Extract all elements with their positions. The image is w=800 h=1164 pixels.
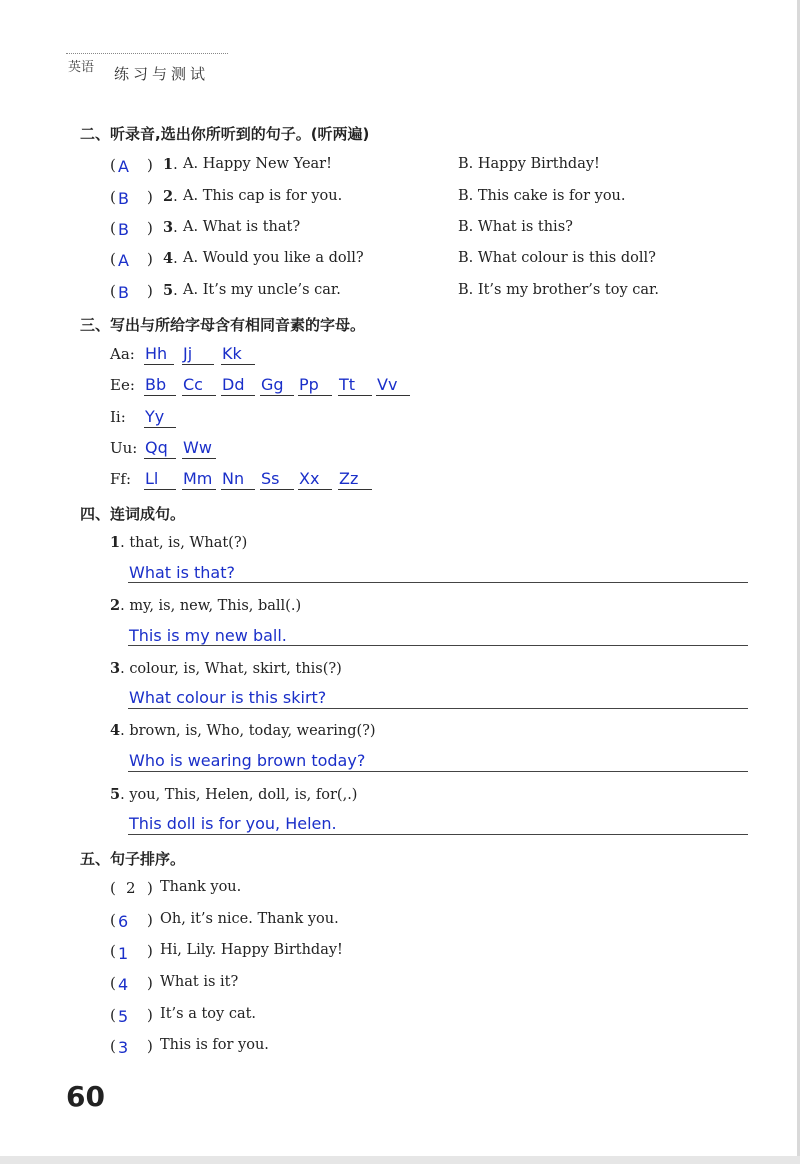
option-b: B. What is this? xyxy=(458,219,573,235)
order-paren-open: ( xyxy=(110,974,116,992)
section-5-title: 五、句子排序。 xyxy=(80,850,186,868)
option-b: B. Happy Birthday! xyxy=(458,156,600,172)
word-prompt: 1. that, is, What(?) xyxy=(110,534,248,551)
word-prompt: 3. colour, is, What, skirt, this(?) xyxy=(110,660,342,677)
letter-label-ee: Ee: xyxy=(110,376,135,394)
order-paren-close: ) xyxy=(147,879,153,897)
sentence-answer: This is my new ball. xyxy=(129,626,287,645)
letter-blank: Jj xyxy=(182,345,214,365)
option-a: A. What is that? xyxy=(183,219,301,235)
question-number: 2. xyxy=(163,188,178,205)
letter-blank: Vv xyxy=(376,376,410,396)
letter-blank: Zz xyxy=(338,470,372,490)
answer-paren-close: ) xyxy=(147,250,153,268)
question-number: 4. xyxy=(163,250,178,267)
answer-line xyxy=(128,771,748,772)
order-sentence: It’s a toy cat. xyxy=(160,1006,257,1022)
order-paren-open: ( xyxy=(110,942,116,960)
letter-blank: Dd xyxy=(221,376,255,396)
order-paren-close: ) xyxy=(147,942,153,960)
letter-blank: Yy xyxy=(144,408,176,428)
answer-paren-open: ( xyxy=(110,188,116,206)
letter-blank: Tt xyxy=(338,376,372,396)
order-paren-close: ) xyxy=(147,1006,153,1024)
word-prompt: 2. my, is, new, This, ball(.) xyxy=(110,597,302,614)
question-number: 1. xyxy=(163,156,178,173)
header-rule xyxy=(66,53,228,54)
order-number: 3 xyxy=(118,1038,129,1057)
option-a: A. It’s my uncle’s car. xyxy=(183,282,341,298)
answer-paren-close: ) xyxy=(147,219,153,237)
answer-paren-open: ( xyxy=(110,282,116,300)
page-number: 60 xyxy=(66,1080,105,1113)
letter-blank: Ss xyxy=(260,470,294,490)
letter-blank: Xx xyxy=(298,470,332,490)
answer-line xyxy=(128,708,748,709)
answer-line xyxy=(128,645,748,646)
answer-paren-close: ) xyxy=(147,156,153,174)
sentence-answer: Who is wearing brown today? xyxy=(129,751,366,770)
order-sentence: Hi, Lily. Happy Birthday! xyxy=(160,942,343,958)
order-paren-open: ( xyxy=(110,1006,116,1024)
order-sentence: Thank you. xyxy=(160,879,242,895)
answer-paren-close: ) xyxy=(147,188,153,206)
order-paren-close: ) xyxy=(147,911,153,929)
answer-paren-open: ( xyxy=(110,250,116,268)
letter-blank: Pp xyxy=(298,376,332,396)
option-a: A. Happy New Year! xyxy=(183,156,332,172)
question-number: 3. xyxy=(163,219,178,236)
option-b: B. It’s my brother’s toy car. xyxy=(458,282,659,298)
order-number: 6 xyxy=(118,912,129,931)
book-title: 练习与测试 xyxy=(114,65,210,83)
order-sentence: Oh, it’s nice. Thank you. xyxy=(160,911,339,927)
option-a: A. Would you like a doll? xyxy=(183,250,364,266)
word-prompt: 4. brown, is, Who, today, wearing(?) xyxy=(110,722,376,739)
section-3-title: 三、写出与所给字母含有相同音素的字母。 xyxy=(80,316,366,334)
letter-blank: Bb xyxy=(144,376,176,396)
option-b: B. What colour is this doll? xyxy=(458,250,656,266)
letter-blank: Gg xyxy=(260,376,294,396)
sentence-answer: What colour is this skirt? xyxy=(129,688,327,707)
letter-blank: Kk xyxy=(221,345,255,365)
order-paren-open: ( xyxy=(110,879,116,897)
answer-choice: B xyxy=(118,283,129,302)
letter-blank: Qq xyxy=(144,439,176,459)
letter-blank: Ll xyxy=(144,470,176,490)
letter-blank: Nn xyxy=(221,470,255,490)
order-paren-close: ) xyxy=(147,1037,153,1055)
answer-paren-open: ( xyxy=(110,156,116,174)
order-paren-open: ( xyxy=(110,1037,116,1055)
order-paren-close: ) xyxy=(147,974,153,992)
order-number: 4 xyxy=(118,975,129,994)
answer-line xyxy=(128,582,748,583)
order-number: 5 xyxy=(118,1007,129,1026)
question-number: 5. xyxy=(163,282,178,299)
section-2-title: 二、听录音,选出你所听到的句子。(听两遍) xyxy=(80,125,370,143)
order-paren-open: ( xyxy=(110,911,116,929)
bottom-scan-edge xyxy=(0,1156,800,1164)
order-sentence: What is it? xyxy=(160,974,239,990)
letter-blank: Mm xyxy=(182,470,216,490)
answer-choice: B xyxy=(118,189,129,208)
answer-line xyxy=(128,834,748,835)
word-prompt: 5. you, This, Helen, doll, is, for(,.) xyxy=(110,786,358,803)
answer-choice: B xyxy=(118,220,129,239)
answer-paren-open: ( xyxy=(110,219,116,237)
letter-blank: Ww xyxy=(182,439,216,459)
answer-choice: A xyxy=(118,251,129,270)
letter-label-uu: Uu: xyxy=(110,439,138,457)
order-sentence: This is for you. xyxy=(160,1037,269,1053)
order-number: 1 xyxy=(118,944,129,963)
letter-blank: Hh xyxy=(144,345,174,365)
section-4-title: 四、连词成句。 xyxy=(80,505,186,523)
answer-choice: A xyxy=(118,157,129,176)
subject-label: 英语 xyxy=(68,60,95,75)
option-a: A. This cap is for you. xyxy=(183,188,343,204)
sentence-answer: What is that? xyxy=(129,563,235,582)
letter-label-aa: Aa: xyxy=(110,345,135,363)
letter-blank: Cc xyxy=(182,376,216,396)
letter-label-ii: Ii: xyxy=(110,408,126,426)
sentence-answer: This doll is for you, Helen. xyxy=(129,814,337,833)
answer-paren-close: ) xyxy=(147,282,153,300)
option-b: B. This cake is for you. xyxy=(458,188,626,204)
letter-label-ff: Ff: xyxy=(110,470,132,488)
order-number: 2 xyxy=(126,879,136,897)
